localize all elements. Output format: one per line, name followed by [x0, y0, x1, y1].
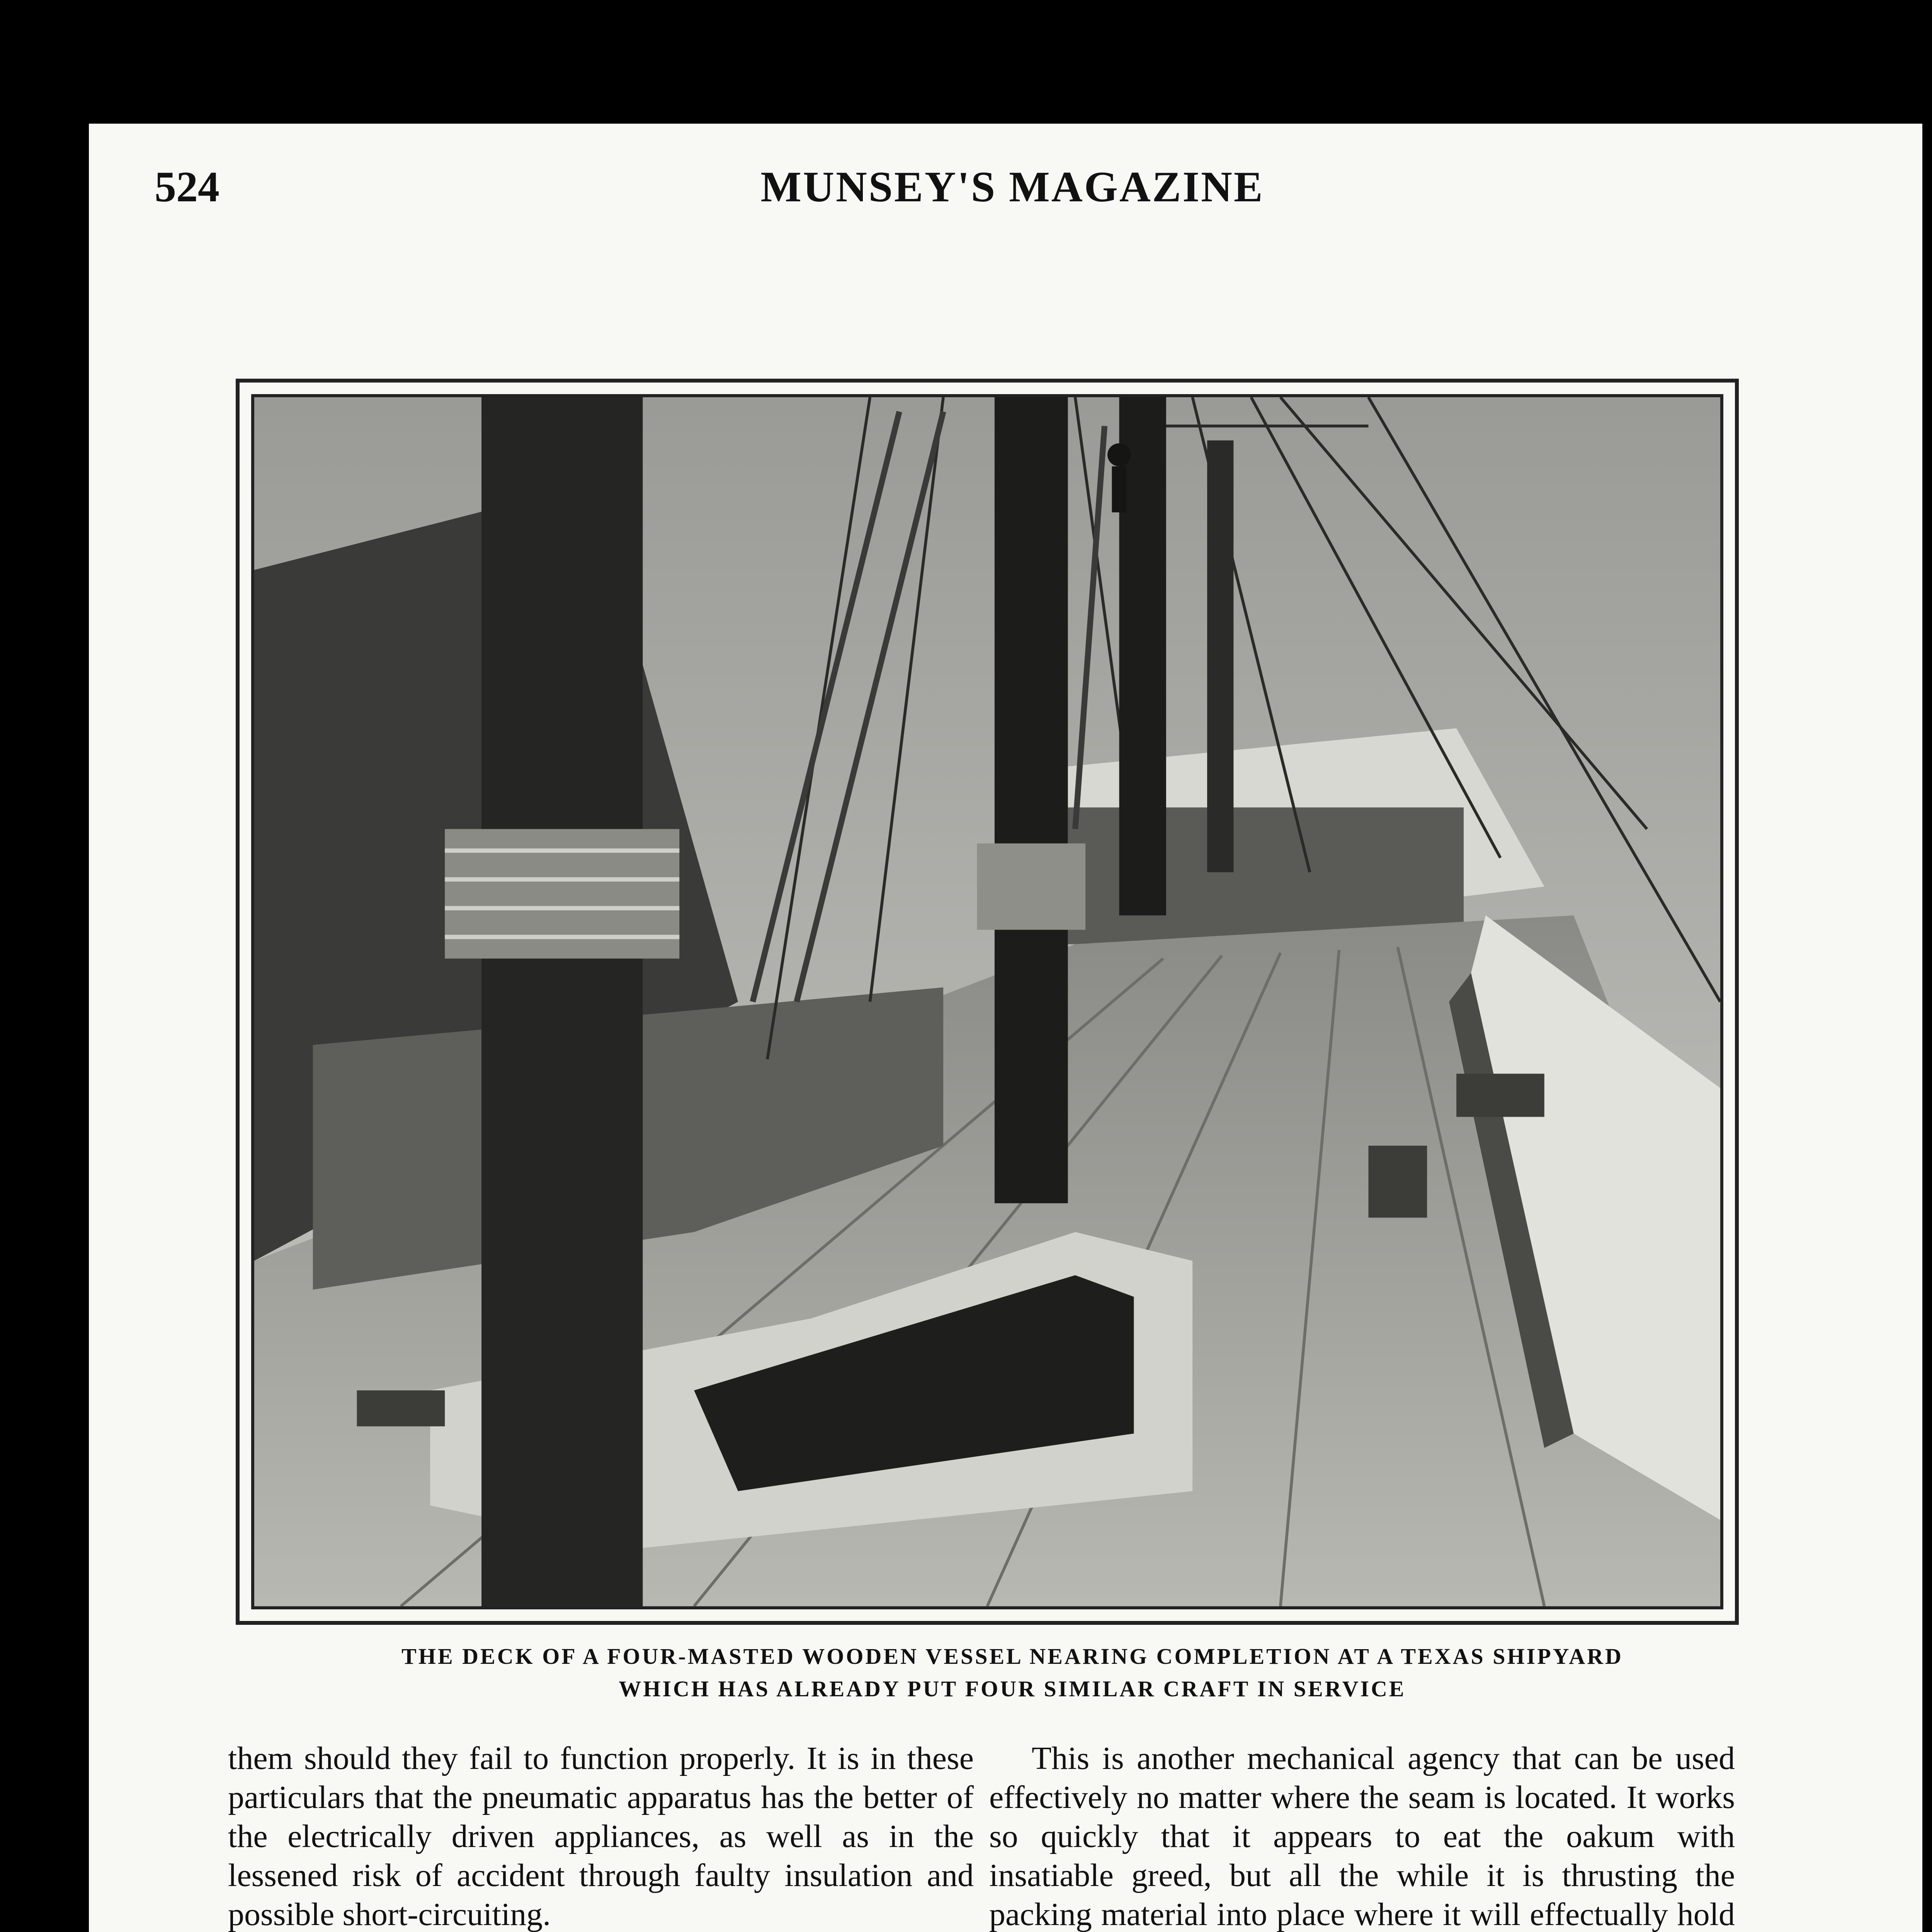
caption-line-1: THE DECK OF A FOUR-MASTED WOODEN VESSEL NEARING COMPLETION AT A TEXAS SHIPYARD — [401, 1644, 1623, 1669]
ship-deck-photo — [251, 394, 1723, 1609]
page-number: 524 — [155, 163, 219, 211]
left-column — [228, 1739, 974, 1932]
running-head: MUNSEY'S MAGAZINE — [760, 163, 1264, 211]
left-paragraph-1: them should they fail to function properly. It is in these particulars that the pneumatic apparatus has the better of the electrically driven appliances, as well as in the lessened risk of accident through faulty insulation and possible short-circuiting. — [228, 1740, 974, 1932]
right-paragraph-1: This is another mechanical agency that can be used effectively no matter where the seam is located. It works so quickly that it appears to eat the oakum with insatiable greed, but all the while it is thrusting the packing material into place where it will effectually hold — [989, 1740, 1735, 1932]
right-column — [989, 1739, 1735, 1932]
photo-figure — [236, 379, 1739, 1625]
figure-caption — [0, 1640, 1932, 1705]
caption-line-2: WHICH HAS ALREADY PUT FOUR SIMILAR CRAFT IN SERVICE — [619, 1676, 1406, 1701]
ship-deck-illustration — [254, 397, 1720, 1606]
